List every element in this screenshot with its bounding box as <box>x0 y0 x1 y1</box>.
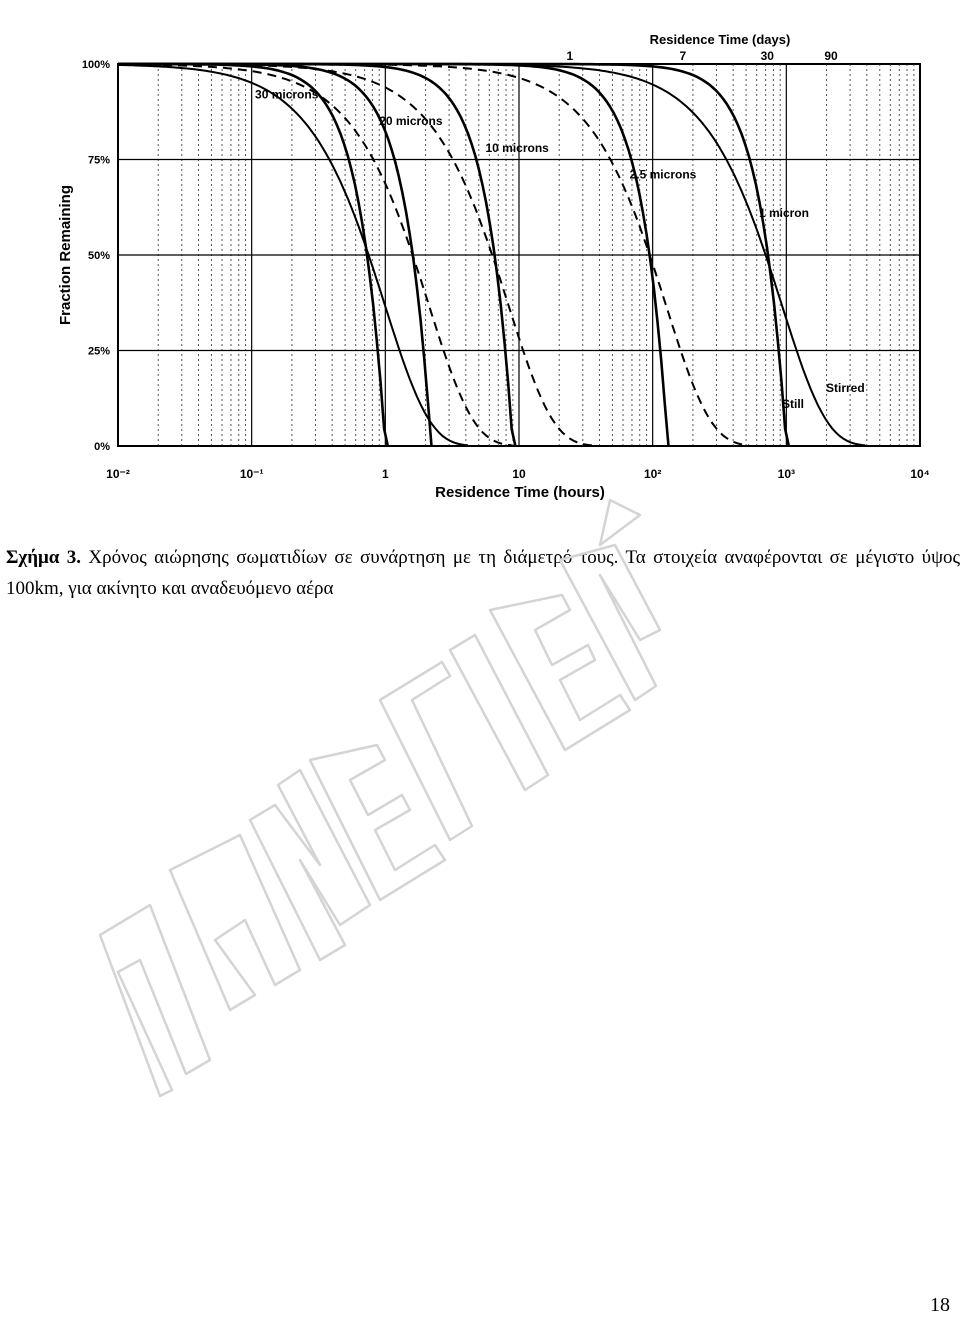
y-axis-title: Fraction Remaining <box>57 184 74 326</box>
caption-text: Χρόνος αιώρησης σωματιδίων σε συνάρτηση με τη διάμετρό τους. Τα στοιχεία αναφέρονται σε μέγιστο ύψος 100km, για ακίνητο και αναδευόμενο αέρα <box>6 547 960 599</box>
x-axis-ticks <box>106 467 930 481</box>
series-label: 30 microns <box>255 87 319 102</box>
secondary-tick-label: 1 <box>566 49 574 63</box>
series-label: 20 microns <box>379 114 443 129</box>
y-tick-label: 100% <box>81 59 110 71</box>
y-tick-label: 50% <box>87 250 110 262</box>
y-tick-label: 0% <box>94 441 110 453</box>
major-gridlines <box>118 64 920 446</box>
series-labels <box>255 87 809 219</box>
x-tick-label: 10⁻¹ <box>239 467 264 481</box>
secondary-axis-title: Residence Time (days) <box>649 32 791 47</box>
residence-time-chart <box>0 0 960 520</box>
y-tick-label: 25% <box>87 345 110 358</box>
x-tick-label: 1 <box>381 467 389 481</box>
page-number: 18 <box>930 1294 950 1316</box>
x-tick-label: 10⁴ <box>910 467 930 481</box>
series-label: 10 microns <box>485 140 549 155</box>
secondary-tick-label: 7 <box>679 49 687 63</box>
secondary-tick-label: 90 <box>824 49 838 63</box>
caption-label: Σχήμα 3. <box>6 547 82 568</box>
y-tick-label: 75% <box>87 154 110 167</box>
secondary-axis-ticks <box>566 49 838 63</box>
x-tick-label: 10³ <box>777 467 796 481</box>
y-axis-ticks <box>82 59 110 453</box>
stirred-annotation: Stirred <box>826 381 865 395</box>
still-annotation: Still <box>782 397 805 411</box>
secondary-tick-label: 30 <box>760 49 774 63</box>
series-label: 2.5 microns <box>629 167 697 182</box>
series-label: 1 micron <box>758 205 809 220</box>
x-tick-label: 10² <box>643 467 662 481</box>
x-axis-title: Residence Time (hours) <box>435 484 605 501</box>
figure-caption <box>6 542 960 604</box>
x-tick-label: 10⁻² <box>106 467 130 481</box>
x-tick-label: 10 <box>512 467 526 481</box>
